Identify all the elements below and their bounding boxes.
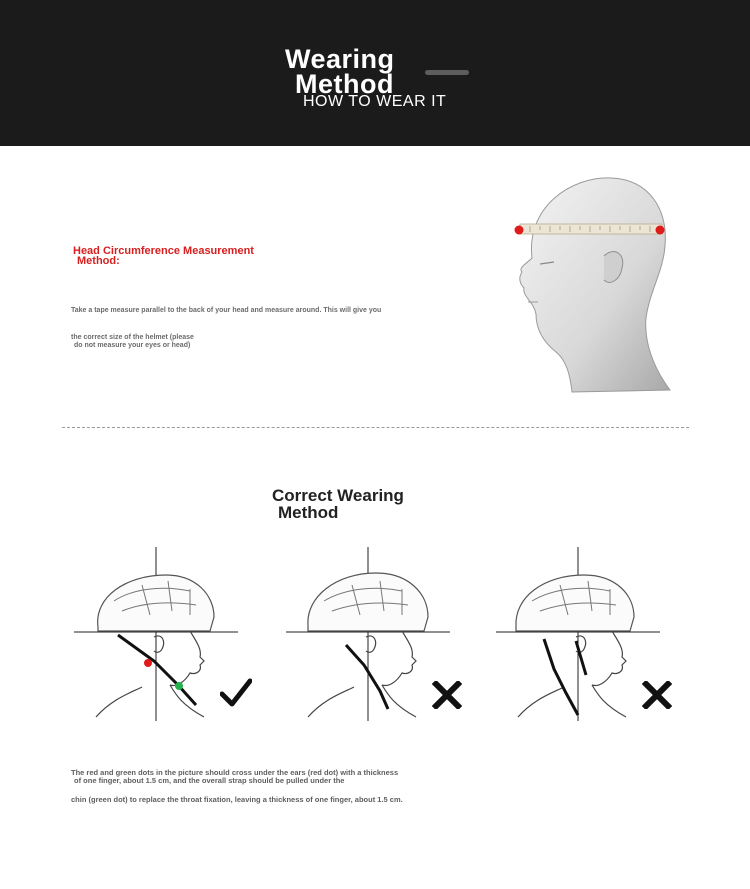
wearing-instruction-line1: The red and green dots in the picture should cross under the ears (red dot) with a thickness bbox=[71, 768, 399, 777]
measurement-heading-line2: Method: bbox=[77, 255, 120, 267]
neck-shoulder bbox=[96, 685, 204, 717]
face-profile bbox=[170, 631, 204, 686]
head-silhouette bbox=[520, 178, 670, 392]
header-banner bbox=[0, 0, 750, 146]
measurement-heading-line1: Head Circumference Measurement bbox=[73, 245, 254, 257]
face-profile bbox=[382, 631, 416, 686]
measurement-instruction-line2: the correct size of the helmet (please bbox=[71, 334, 194, 341]
x-mark-icon bbox=[642, 681, 672, 709]
green-dot-marker bbox=[175, 682, 183, 690]
face-profile bbox=[592, 631, 626, 686]
measurement-instruction-line3: do not measure your eyes or head) bbox=[74, 342, 191, 349]
chin-strap bbox=[118, 635, 196, 705]
tape-marker-front bbox=[515, 226, 524, 235]
helmet-shell bbox=[516, 575, 634, 631]
neck-shoulder bbox=[308, 685, 416, 717]
ear-outline bbox=[366, 636, 376, 652]
wearing-instruction-line2: of one finger, about 1.5 cm, and the overall strap should be pulled under the bbox=[74, 776, 345, 785]
page-subtitle: HOW TO WEAR IT bbox=[303, 93, 447, 110]
measurement-instruction bbox=[71, 334, 194, 350]
chin-strap bbox=[346, 645, 388, 709]
x-mark-icon bbox=[432, 681, 462, 709]
wearing-instruction-line3: chin (green dot) to replace the throat fixation, leaving a thickness of one finger, about 1.5 cm. bbox=[71, 795, 403, 804]
wearing-instruction bbox=[71, 769, 531, 785]
helmet-shell bbox=[308, 573, 428, 631]
ear-outline bbox=[154, 636, 164, 652]
head-measurement-illustration bbox=[500, 168, 690, 396]
correct-wearing-heading-line2: Method bbox=[278, 503, 339, 522]
correct-wearing-heading-line1: Correct Wearing bbox=[272, 486, 404, 505]
correct-wearing-heading bbox=[272, 487, 404, 521]
chin-strap bbox=[544, 639, 586, 715]
title-smudge bbox=[425, 70, 469, 75]
tape-marker-back bbox=[656, 226, 665, 235]
section-divider bbox=[62, 427, 689, 428]
checkmark-icon bbox=[220, 678, 252, 708]
measurement-instruction-line1: Take a tape measure parallel to the back of your head and measure around. This will give you bbox=[71, 307, 382, 314]
red-dot-marker bbox=[144, 659, 152, 667]
page-title-line2: Method bbox=[295, 69, 394, 99]
measurement-heading bbox=[73, 246, 313, 266]
page-title-line1: Wearing bbox=[285, 44, 395, 74]
tape-measure bbox=[520, 224, 662, 234]
